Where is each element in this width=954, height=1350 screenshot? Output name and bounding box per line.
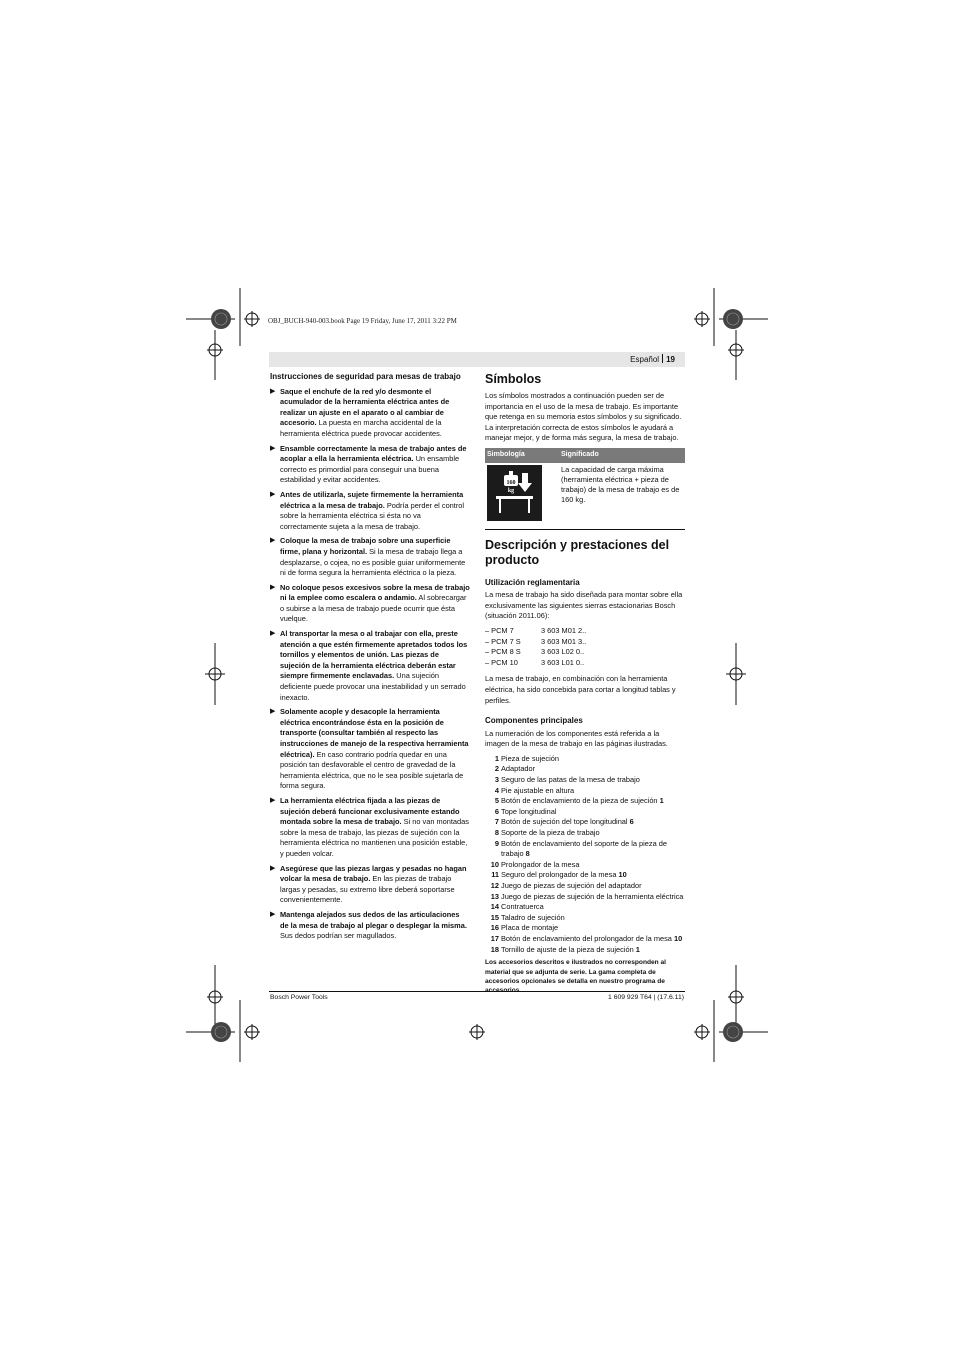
part-text: Prolongador de la mesa — [501, 859, 580, 869]
bullet-text: En caso contrario podría quedar en una posición tan desfavorable el centro de gravedad de la herramienta eléctrica, que no le sea posible sujetarla de forma segura. — [280, 749, 464, 791]
part-number: 6 — [494, 806, 499, 816]
part-label — [501, 828, 685, 839]
bullet-arrow-icon: ▶ — [270, 630, 276, 638]
part-text: Contratuerca — [501, 902, 544, 912]
part-number: 18 — [490, 944, 499, 954]
safety-bullet — [270, 864, 470, 906]
symbol-meaning: La capacidad de carga máxima (herramienta eléctrica + pieza de trabajo) de la mesa de trabajo es de 160 kg. — [561, 464, 680, 504]
part-label — [501, 902, 685, 913]
bullet-bold: No coloque pesos excesivos sobre la mesa de trabajo ni la emplee como escalera o andamio. — [280, 582, 470, 603]
bullet-arrow-icon: ▶ — [270, 490, 276, 498]
part-item — [485, 945, 685, 956]
section-divider — [485, 529, 685, 530]
symbols-table — [485, 448, 685, 523]
bullet-text: Si no van montadas sobre la mesa de trabajo, las piezas de sujeción con la herramienta eléctrica no mantienen una posición estable, y pueden volcar. — [280, 817, 469, 858]
part-label — [501, 796, 685, 807]
part-text: Botón de enclavamiento del soporte de la pieza de trabajo — [501, 838, 667, 859]
part-ref: 6 — [629, 817, 634, 827]
intended-use-text-2: La mesa de trabajo, en combinación con la herramienta eléctrica, ha sido concebida para cortar a longitud tablas y perfiles. — [485, 674, 676, 705]
safety-bullets — [270, 387, 470, 942]
part-text: Pieza de sujeción — [501, 753, 559, 763]
part-label — [501, 870, 685, 881]
footer-left: Bosch Power Tools — [270, 994, 328, 1001]
page-header — [269, 352, 685, 367]
bullet-text: Podría perder el control sobre la herramienta eléctrica si ésta no va correctamente sujeta a la mesa de trabajo. — [280, 500, 465, 531]
header-text — [630, 354, 675, 364]
components-title: Componentes principales — [485, 716, 583, 726]
parts-list — [485, 754, 685, 955]
footer-right: 1 609 929 T64 | (17.6.11) — [608, 994, 684, 1001]
part-number: 16 — [490, 923, 499, 933]
part-label — [501, 892, 685, 903]
part-text: Botón de enclavamiento de la pieza de sujeción — [501, 796, 660, 806]
part-item — [485, 754, 685, 765]
part-text: Placa de montaje — [501, 923, 559, 933]
model-item — [485, 626, 685, 637]
part-label — [501, 807, 685, 818]
bullet-arrow-icon: ▶ — [270, 708, 276, 716]
bullet-text: Un ensamble correcto es primordial para conseguir una buena estabilidad y evitar accidentes. — [280, 454, 460, 485]
symbols-title: Símbolos — [485, 372, 542, 386]
part-ref: 1 — [659, 796, 664, 806]
weight-table-icon — [487, 465, 542, 521]
bullet-text: Si la mesa de trabajo llega a desplazarse, o cojea, no es posible guiar uniformemente ni de forma segura la herramienta eléctrica o la pieza. — [280, 546, 466, 578]
bullet-text: Al sobrecargar o subirse a la mesa de trabajo puede ocurrir que ésta vuelque. — [280, 593, 467, 624]
bullet-arrow-icon: ▶ — [270, 444, 276, 452]
part-label — [501, 754, 685, 765]
part-label — [501, 913, 685, 924]
part-item — [485, 807, 685, 818]
intended-use-text: La mesa de trabajo ha sido diseñada para montar sobre ella exclusivamente las siguientes sierras estacionarias Bosch (situación 2011.06): — [485, 590, 683, 621]
part-text: Pie ajustable en altura — [501, 785, 575, 795]
model-code: 3 603 M01 3.. — [541, 636, 587, 646]
components-intro: La numeración de los componentes está referida a la imagen de la mesa de trabajo en las páginas ilustradas. — [485, 728, 668, 749]
book-line: OBJ_BUCH-940-003.book Page 19 Friday, June 17, 2011 3:22 PM — [268, 317, 457, 325]
part-text: Tornillo de ajuste de la pieza de sujeción — [501, 944, 636, 954]
svg-text:kg: kg — [507, 487, 515, 494]
part-number: 1 — [494, 753, 499, 763]
safety-bullet — [270, 490, 470, 532]
part-text: Botón de sujeción del tope longitudinal — [501, 817, 630, 827]
part-item — [485, 892, 685, 903]
bullet-bold: Antes de utilizarla, sujete firmemente la herramienta eléctrica a la mesa de trabajo. — [280, 489, 464, 510]
part-text: Juego de piezas de sujeción de la herramienta eléctrica — [501, 891, 684, 901]
part-item — [485, 934, 685, 945]
part-number: 4 — [494, 785, 499, 795]
safety-bullet — [270, 796, 470, 860]
bullet-bold: Al transportar la mesa o al trabajar con ella, preste atención a que estén firmemente apretados todos los tornillos y elementos de unión. Las piezas de sujeción de la herramienta eléctrica deberán estar siempre firmemente enclavadas. — [280, 629, 468, 681]
part-item — [485, 870, 685, 881]
table-head-meaning: Significado — [559, 448, 685, 463]
part-text: Tope longitudinal — [501, 806, 557, 816]
part-item — [485, 764, 685, 775]
footer-rule — [269, 991, 685, 992]
model-code: 3 603 L01 0.. — [541, 657, 585, 667]
header-separator — [662, 354, 663, 363]
header-language: Español — [630, 355, 660, 364]
part-label — [501, 775, 685, 786]
part-ref: 10 — [618, 870, 627, 880]
model-item — [485, 658, 685, 669]
part-text: Botón de enclavamiento del prolongador de la mesa — [501, 933, 674, 943]
part-label — [501, 923, 685, 934]
part-number: 3 — [494, 775, 499, 785]
bullet-bold: Ensamble correctamente la mesa de trabajo antes de acoplar a ella la herramienta eléctrica. — [280, 443, 467, 464]
safety-bullet — [270, 444, 470, 486]
part-label — [501, 817, 685, 828]
safety-heading: Instrucciones de seguridad para mesas de trabajo — [270, 372, 461, 381]
part-item — [485, 913, 685, 924]
description-title: Descripción y prestaciones del producto — [485, 537, 670, 567]
part-number: 17 — [490, 933, 499, 943]
part-text: Adaptador — [501, 764, 536, 774]
accessories-note: Los accesorios descritos e ilustrados no corresponden al material que se adjunta de serie. La gama completa de accesorios opcionales se detalla en nuestro programa de — [485, 959, 667, 985]
part-number: 5 — [494, 796, 499, 806]
part-label — [501, 934, 685, 945]
part-ref: 1 — [635, 944, 640, 954]
part-item — [485, 817, 685, 828]
part-item — [485, 775, 685, 786]
part-number: 9 — [494, 838, 499, 848]
model-name: – PCM 7 — [485, 625, 514, 635]
part-text: Soporte de la pieza de trabajo — [501, 828, 600, 838]
safety-bullet — [270, 707, 470, 792]
part-number: 13 — [490, 891, 499, 901]
part-item — [485, 860, 685, 871]
svg-text:160: 160 — [506, 479, 516, 486]
safety-bullet — [270, 910, 470, 942]
symbols-intro: Los símbolos mostrados a continuación pueden ser de importancia en el uso de la mesa de trabajo. Es importante que retenga en su memoria estos símbolos y su significado. La interpretación correcta de estos símbolos le ayudará a manejar mejor, y de forma más segura, la mesa de trabajo. — [485, 391, 682, 443]
part-item — [485, 881, 685, 892]
bullet-arrow-icon: ▶ — [270, 864, 276, 872]
part-label — [501, 881, 685, 892]
part-text: Taladro de sujeción — [501, 912, 565, 922]
part-label — [501, 860, 685, 871]
safety-bullet — [270, 583, 470, 625]
part-item — [485, 923, 685, 934]
part-item — [485, 902, 685, 913]
part-item — [485, 828, 685, 839]
model-name: – PCM 7 S — [485, 636, 521, 646]
part-ref: 10 — [673, 933, 683, 943]
model-item — [485, 637, 685, 648]
load-capacity-symbol — [487, 465, 542, 521]
bullet-text: Una sujeción deficiente puede provocar una inestabilidad y un serrado inexacto. — [280, 671, 466, 702]
part-number: 7 — [494, 817, 499, 827]
part-label — [501, 945, 685, 956]
bullet-arrow-icon: ▶ — [270, 583, 276, 591]
part-number: 10 — [490, 859, 499, 869]
bullet-bold: Coloque la mesa de trabajo sobre una superficie firme, plana y horizontal. — [280, 536, 451, 556]
bullet-arrow-icon: ▶ — [270, 796, 276, 804]
part-text: Seguro de las patas de la mesa de trabajo — [501, 775, 640, 785]
model-list — [485, 626, 685, 668]
model-name: – PCM 10 — [485, 657, 518, 667]
part-number: 12 — [490, 881, 499, 890]
bullet-text: Sus dedos podrían ser magullados. — [280, 931, 397, 941]
part-item — [485, 839, 685, 860]
table-head-symbol: Simbología — [485, 448, 559, 463]
model-name: – PCM 8 S — [485, 647, 521, 657]
part-number: 11 — [491, 870, 499, 880]
intended-use-title: Utilización reglamentaria — [485, 577, 580, 587]
bullet-bold: La herramienta eléctrica fijada a las piezas de sujeción deberá funcionar exclusivamente estando montada sobre la mesa de trabajo. — [280, 795, 460, 827]
part-number: 15 — [490, 912, 499, 922]
model-code: 3 603 L02 0.. — [541, 647, 585, 657]
bullet-text: La puesta en marcha accidental de la herramienta eléctrica puede provocar accidentes. — [280, 418, 442, 438]
bullet-bold: Mantenga alejados sus dedos de las articulaciones de la mesa de trabajo al plegar o desplegar la misma. — [280, 909, 467, 930]
part-number: 14 — [490, 902, 499, 912]
safety-bullet — [270, 387, 470, 440]
part-item — [485, 786, 685, 797]
bullet-text: En las piezas de trabajo largas y pesadas, su extremo libre deberá soportarse convenientemente. — [280, 874, 455, 905]
part-label — [501, 786, 685, 797]
right-column — [485, 372, 685, 996]
bullet-bold: Asegúrese que las piezas largas y pesadas no hagan volcar la mesa de trabajo. — [280, 863, 467, 884]
left-column — [270, 372, 470, 946]
model-code: 3 603 M01 2.. — [541, 625, 587, 635]
safety-bullet — [270, 536, 470, 578]
part-number: 8 — [494, 828, 499, 838]
bullet-arrow-icon: ▶ — [270, 910, 276, 918]
bullet-arrow-icon: ▶ — [270, 537, 276, 545]
page-number: 19 — [666, 355, 675, 364]
part-ref: 8 — [525, 849, 530, 859]
part-text: Seguro del prolongador de la mesa — [501, 870, 619, 880]
bullet-bold: Saque el enchufe de la red y/o desmonte el acumulador de la herramienta eléctrica antes de realizar un ajuste en el aparato o al cambiar de accesorio. — [280, 386, 450, 428]
part-text: Juego de piezas de sujeción del adaptador — [501, 881, 642, 890]
bullet-bold: Solamente acople y desacople la herramienta eléctrica encontrándose ésta en la posición de transporte (consultar también al respecto las instrucciones de manejo de la respectiva herramienta eléctrica). — [280, 707, 469, 759]
part-item — [485, 796, 685, 807]
safety-bullet — [270, 629, 470, 703]
part-label — [501, 764, 685, 775]
model-item — [485, 647, 685, 658]
bullet-arrow-icon: ▶ — [270, 387, 276, 395]
part-number: 2 — [494, 764, 499, 774]
part-label — [501, 839, 685, 860]
